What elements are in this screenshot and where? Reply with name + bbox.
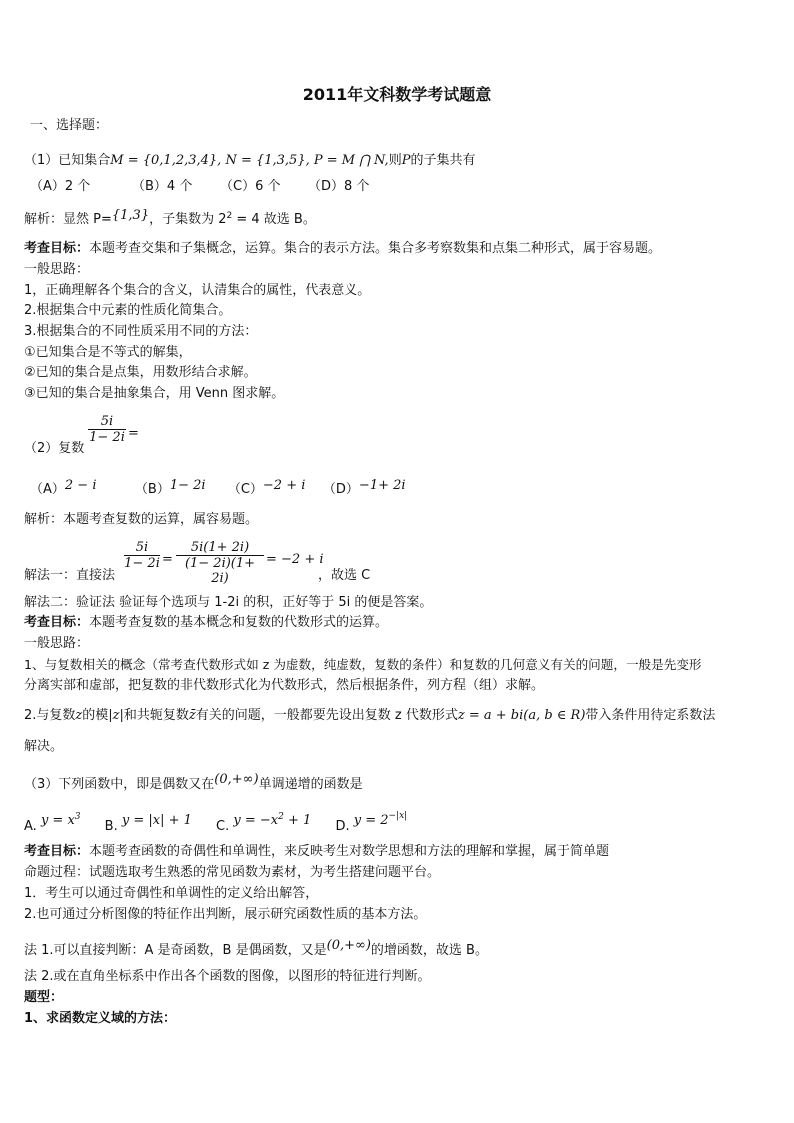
q2-p1-line2: 分离实部和虚部，把复数的非代数形式化为代数形式，然后根据条件，列方程（组）求解。 — [24, 678, 545, 693]
types-heading: 题型： — [24, 990, 64, 1005]
q2-p2-d: 有关的问题，一般都要先设出复数 z 代数形式 — [195, 708, 458, 723]
q2-opt-b-label: （B） — [134, 482, 170, 497]
page-title: 2011年文科数学考试题意 — [302, 85, 492, 104]
q2-m1-den1: 1− 2i — [124, 556, 160, 571]
q3-opt-c: y = −x — [233, 813, 279, 828]
q1-step-1: 1，正确理解各个集合的含义，认清集合的属性，代表意义。 — [24, 283, 371, 298]
q1-analysis-c: = 4 故选 B。 — [232, 212, 316, 227]
q2-p2-e: 带入条件用待定系数法 — [585, 708, 716, 723]
q3-law1-a: 法 1.可以直接判断：A 是奇函数，B 是偶函数，又是 — [24, 943, 327, 958]
q2-p2-z: z — [75, 708, 83, 723]
q1-suffix-b: 的子集共有 — [410, 153, 476, 168]
q1-suffix-a: 则 — [388, 153, 402, 168]
q2-frac-num: 5i — [100, 414, 114, 429]
q1-goal-text: 本题考查交集和子集概念，运算。集合的表示方法。集合多考察数集和点集二种形式，属于容易题。 — [89, 241, 662, 256]
q1-analysis-exp: 2 — [226, 211, 233, 221]
q3-stem — [24, 772, 363, 793]
q2-method1-label: 解法一：直接法 — [24, 568, 116, 583]
q2-m1-eq1: = — [162, 552, 173, 567]
q1-analysis-a: 解析：显然 P= — [24, 212, 112, 227]
q1-goal — [24, 240, 661, 257]
q1-goal-label: 考查目标： — [24, 241, 90, 256]
q3-law1-int: (0,+∞) — [326, 938, 371, 953]
type1-heading: 1、求函数定义域的方法： — [24, 1011, 177, 1026]
q3-law1-b: 的增函数，故选 B。 — [370, 943, 488, 958]
q2-p2-absz: |z| — [108, 708, 124, 723]
q2-options — [30, 478, 406, 498]
q3-s2: 2.也可通过分析图像的特征作出判断，展示研究函数性质的基本方法。 — [24, 907, 427, 922]
q1-option-d: （D）8 个 — [308, 179, 370, 194]
q3-process: 命题过程：试题选取考生熟悉的常见函数为素材，为考生搭建问题平台。 — [24, 865, 441, 880]
q2-m1-den2: (1− 2i)(1+ 2i) — [184, 556, 256, 586]
q2-goal-text: 本题考查复数的基本概念和复数的代数形式的运算。 — [89, 615, 389, 630]
q2-opt-a: 2 − i — [64, 478, 97, 493]
q1-analysis-set: {1,3} — [111, 208, 150, 223]
q1-option-c: （C）6 个 — [220, 179, 281, 194]
q2-opt-a-label: （A） — [30, 482, 65, 497]
q2-opt-d: −1+ 2i — [358, 478, 406, 493]
q3-opt-d-label: D. — [335, 819, 350, 834]
q3-suffix: 单调递增的函数是 — [258, 777, 363, 792]
q3-opt-c-sup: 2 — [278, 812, 284, 822]
q2-m1-num2: 5i(1+ 2i) — [190, 540, 250, 555]
q1-option-a: （A）2 个 — [30, 179, 91, 194]
q2-opt-b: 1− 2i — [169, 478, 206, 493]
q2-m1-tail: ，故选 C — [318, 568, 371, 583]
q2-m1-frac2 — [176, 540, 264, 586]
q1-stem — [24, 152, 475, 169]
q1-analysis-b: ，子集数为 2 — [149, 212, 227, 227]
q3-prefix: （3）下列函数中，即是偶数又在 — [24, 777, 215, 792]
q2-method2: 解法二：验证法 验证每个选项与 1-2i 的积，正好等于 5i 的便是答案。 — [24, 595, 433, 610]
q1-step-4: ①已知集合是不等式的解集， — [24, 345, 192, 360]
q2-thinking: 一般思路： — [24, 636, 90, 651]
q3-opt-b: y = |x| + 1 — [121, 813, 192, 828]
q3-opt-a-sup: 3 — [74, 812, 81, 822]
q3-s1: 1．考生可以通过奇偶性和单调性的定义给出解答， — [24, 886, 319, 901]
q2-p2 — [24, 707, 715, 724]
q2-m1-result: = −2 + i — [266, 552, 324, 567]
section-heading: 一、选择题： — [30, 118, 109, 133]
q3-interval: (0,+∞) — [214, 772, 259, 787]
q2-goal-label: 考查目标： — [24, 615, 90, 630]
q1-suffix-var: P — [401, 153, 411, 168]
q3-law1 — [24, 938, 488, 959]
q3-opt-a-label: A. — [24, 819, 37, 834]
q2-analysis: 解析：本题考查复数的运算，属容易题。 — [24, 512, 259, 527]
q2-opt-c-label: （C） — [227, 482, 263, 497]
q2-p2-c: 和共轭复数 — [123, 708, 189, 723]
q1-step-5: ②已知的集合是点集，用数形结合求解。 — [24, 365, 257, 380]
q2-goal — [24, 614, 388, 631]
q1-option-b: （B）4 个 — [132, 179, 193, 194]
q1-thinking: 一般思路： — [24, 262, 90, 277]
q3-goal — [24, 843, 609, 860]
q2-p2-zbar: z̄ — [188, 708, 196, 723]
q2-p2-a: 2.与复数 — [24, 708, 76, 723]
q2-p1-line1: 1、与复数相关的概念（常考查代数形式如 z 为虚数，纯虚数，复数的条件）和复数的几何意义有关的问题，一般是先变形 — [24, 657, 702, 672]
q1-prefix: （1）已知集合 — [24, 153, 111, 168]
q1-step-2: 2.根据集合中元素的性质化简集合。 — [24, 303, 232, 318]
q2-fraction — [88, 414, 126, 445]
q3-opt-c-label: C. — [216, 819, 230, 834]
q3-opt-d-sup: −|x| — [388, 811, 408, 821]
q3-opt-c-tail: + 1 — [283, 813, 312, 828]
q3-opt-b-label: B. — [104, 819, 118, 834]
q2-p2-form: z = a + bi(a, b ∈ R) — [457, 708, 586, 723]
q2-opt-c: −2 + i — [262, 478, 306, 493]
q2-m1-num1: 5i — [135, 540, 149, 555]
q2-m1-frac1 — [124, 540, 160, 571]
q2-eq: = — [128, 426, 139, 441]
q2-opt-d-label: （D） — [322, 482, 359, 497]
q1-step-3: 3.根据集合的不同性质采用不同的方法： — [24, 324, 258, 339]
q1-analysis — [24, 208, 316, 230]
q3-goal-label: 考查目标： — [24, 844, 90, 859]
q1-step-6: ③已知的集合是抽象集合，用 Venn 图求解。 — [24, 386, 285, 401]
q3-law2: 法 2.或在直角坐标系中作出各个函数的图像，以图形的特征进行判断。 — [24, 969, 431, 984]
q2-p2-b: 的模 — [82, 708, 109, 723]
q2-p2-line2: 解决。 — [24, 739, 64, 754]
q1-math: M = {0,1,2,3,4}, N = {1,3,5}, P = M ⋂ N, — [110, 153, 389, 168]
q3-opt-d: y = 2 — [353, 813, 389, 828]
q2-frac-den: 1− 2i — [89, 430, 125, 445]
q3-options — [24, 811, 408, 837]
q3-opt-a: y = x — [40, 813, 75, 828]
q1-options — [30, 178, 369, 195]
q2-prefix: （2）复数 — [24, 441, 85, 456]
q3-goal-text: 本题考查函数的奇偶性和单调性，来反映考生对数学思想和方法的理解和掌握，属于简单题 — [89, 844, 610, 859]
